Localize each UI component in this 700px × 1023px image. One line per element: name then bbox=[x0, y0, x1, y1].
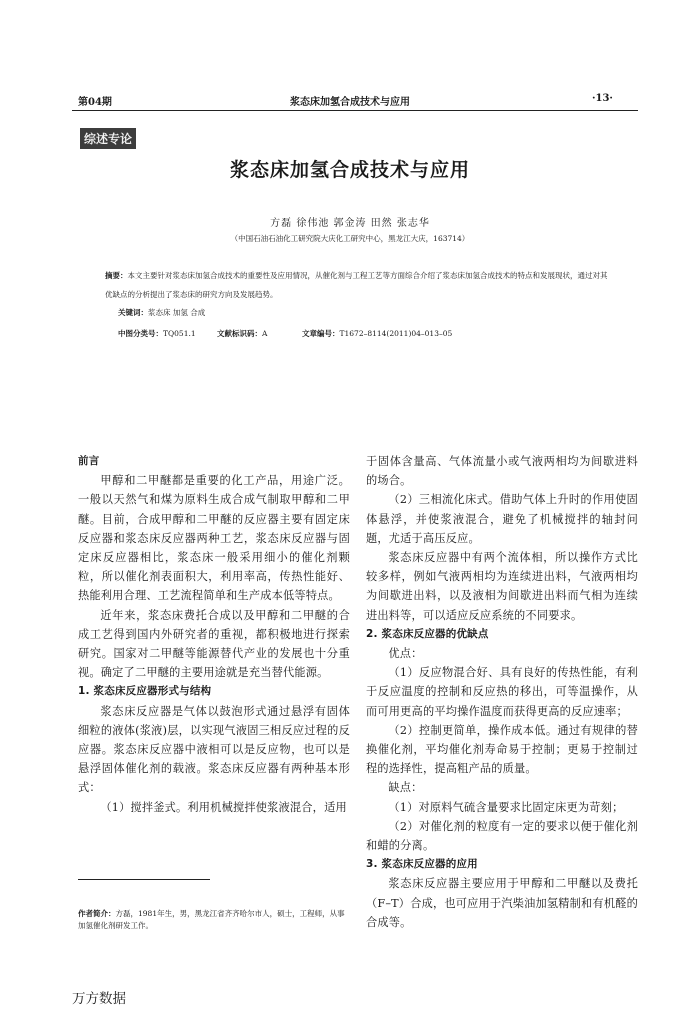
footnote-rule bbox=[78, 879, 210, 880]
paragraph: 浆态床反应器主要应用于甲醇和二甲醚以及费托（F–T）合成，也可应用于汽柴油加氢精制和有机醛的合成等。 bbox=[366, 877, 638, 929]
abstract-label: 摘要： bbox=[105, 271, 128, 280]
section-heading-preface: 前言 bbox=[78, 455, 100, 467]
footnote-label: 作者简介： bbox=[78, 909, 116, 918]
paragraph: 于固体含量高、气体流量小或气液两相均为间歇进料的场合。 bbox=[366, 455, 638, 488]
document-code: 文献标识码：A bbox=[217, 329, 268, 338]
label-disadvantages: 缺点： bbox=[388, 781, 423, 795]
abstract bbox=[105, 266, 610, 304]
footer-watermark: 万方数据 bbox=[72, 991, 126, 1007]
right-column bbox=[366, 452, 638, 932]
paragraph: 浆态床反应器是气体以鼓泡形式通过悬浮有固体细粒的液体(浆液)层，以实现气液固三相反应过程的反应器。浆态床反应器中液相可以是反应物，也可以是悬浮固体催化剂的载液。浆态床反应器有两种基本形式： bbox=[78, 704, 350, 795]
header-rule bbox=[72, 110, 638, 111]
page-number: ·13· bbox=[592, 93, 613, 104]
paragraph: （2）控制更简单，操作成本低。通过有规律的替换催化剂，平均催化剂寿命易于控制；更易于控制过程的选择性，提高粗产品的质量。 bbox=[366, 723, 638, 776]
footnote-text: 方磊，1981年生，男，黑龙江省齐齐哈尔市人，硕士，工程师，从事加氢催化剂研发工作。 bbox=[78, 909, 345, 930]
label-advantages: 优点： bbox=[388, 647, 423, 661]
paragraph: （1）搅拌釜式。利用机械搅拌使浆液混合，适用 bbox=[100, 800, 347, 814]
section-heading: 2. 浆态床反应器的优缺点 bbox=[366, 627, 489, 640]
abstract-text: 本文主要针对浆态床加氢合成技术的重要性及应用情况，从催化剂与工程工艺等方面综合介绍了浆态床加氢合成技术的特点和发展现状，通过对其优缺点的分析提出了浆态床的研究方向及发展趋势。 bbox=[105, 271, 608, 299]
paragraph: （1）反应物混合好、具有良好的传热性能，有利于反应温度的控制和反应热的移出，可等温操作，从而可用更高的平均操作温度而获得更高的反应速率； bbox=[366, 666, 638, 718]
paragraph: （2）三相流化床式。借助气体上升时的作用使固体悬浮，并使浆液混合，避免了机械搅拌的轴封问题，尤适于高压反应。 bbox=[366, 493, 638, 545]
journal-issue: 第04期 bbox=[78, 97, 112, 108]
paragraph: 近年来，浆态床费托合成以及甲醇和二甲醚的合成工艺得到国内外研究者的重视，都积极地进行探索研究。国家对二甲醚等能源替代产业的发展也十分重视。确定了二甲醚的主要用途就是充当替代能源。 bbox=[78, 608, 350, 680]
paragraph: 甲醇和二甲醚都是重要的化工产品，用途广泛。一般以天然气和煤为原料生成合成气制取甲醇和二甲醚。目前，合成甲醇和二甲醚的反应器主要有固定床反应器和浆态床反应器两种工艺，浆态床反应器与固定床反应器相比，浆态床一般采用细小的催化剂颗粒，所以催化剂表面积大，利用率高，传热性能好、热能利用合理、工艺流程简单和生产成本低等特点。 bbox=[78, 474, 350, 603]
article-number: 文章编号：T1672–8114(2011)04–013–05 bbox=[302, 329, 453, 338]
left-column bbox=[78, 452, 350, 817]
affiliation: （中国石油石油化工研究院大庆化工研究中心，黑龙江大庆，163714） bbox=[230, 234, 470, 243]
keywords-text: 浆态床 加氢 合成 bbox=[148, 308, 206, 317]
running-title: 浆态床加氢合成技术与应用 bbox=[290, 97, 410, 108]
paragraph: （2）对催化剂的粒度有一定的要求以便于催化剂和蜡的分离。 bbox=[366, 819, 638, 853]
author-footnote bbox=[78, 908, 350, 932]
section-tag: 综述专论 bbox=[80, 128, 136, 149]
article-title: 浆态床加氢合成技术与应用 bbox=[229, 159, 470, 181]
clc-number: 中图分类号：TQ051.1 bbox=[118, 329, 196, 338]
keywords-label: 关键词： bbox=[118, 308, 148, 317]
section-heading: 1. 浆态床反应器形式与结构 bbox=[78, 685, 212, 698]
paragraph: （1）对原料气硫含量要求比固定床更为苛刻； bbox=[388, 800, 624, 814]
paragraph: 浆态床反应器中有两个流体相，所以操作方式比较多样，例如气液两相均为连续进出料，气液两相均为间歇进出料，以及液相为间歇进出料而气相为连续进出料等，可以适应反应系统的不同要求。 bbox=[366, 551, 638, 622]
keywords bbox=[118, 307, 205, 318]
authors: 方磊 徐伟池 郭金涛 田然 张志华 bbox=[270, 218, 430, 229]
section-heading: 3. 浆态床反应器的应用 bbox=[366, 858, 478, 871]
